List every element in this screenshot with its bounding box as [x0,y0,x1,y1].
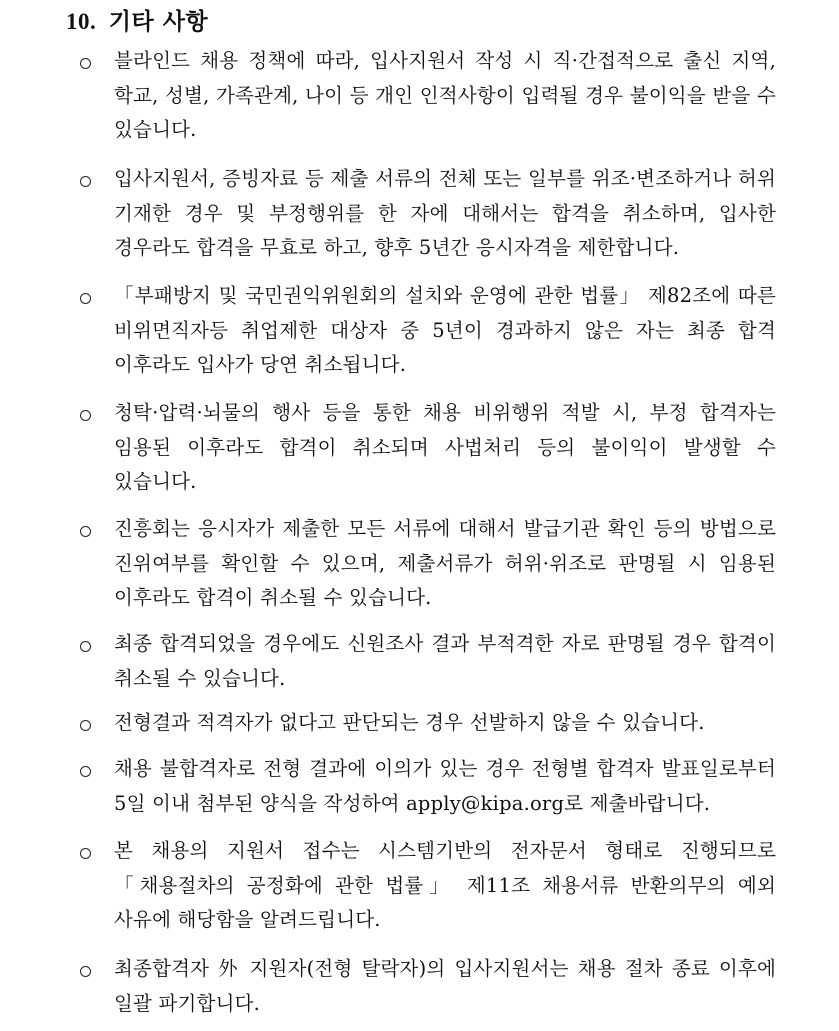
circle-bullet-icon [80,848,91,859]
circle-bullet-icon [80,641,91,652]
list-item-text: 최종 합격되었을 경우에도 신원조사 결과 부적격한 자로 판명될 경우 합격이 취소될 수 있습니다. [114,632,776,690]
section-number: 10. [66,9,97,34]
circle-bullet-icon [80,58,91,69]
circle-bullet-icon [80,526,91,537]
list-item-text: 최종합격자 外 지원자(전형 탈락자)의 입사지원서는 채용 절차 종료 이후에 일괄 파기합니다. [114,957,776,1015]
list-item-text: 입사지원서, 증빙자료 등 제출 서류의 전체 또는 일부를 위조·변조하거나 허위 기재한 경우 및 부정행위를 한 자에 대해서는 합격을 취소하며, 입사한 경우라도 합격을 무효로 하고, 향후 5년간 응시자격을 제한합니다. [114,167,776,259]
circle-bullet-icon [80,176,91,187]
circle-bullet-icon [80,720,91,731]
list-item-text: 「부패방지 및 국민권익위원회의 설치와 운영에 관한 법률」 제82조에 따른 비위면직자등 취업제한 대상자 중 5년이 경과하지 않은 자는 최종 합격 이후라도 입사가 당연 취소됩니다. [114,284,776,376]
circle-bullet-icon [80,410,91,421]
list-item-text: 진흥회는 응시자가 제출한 모든 서류에 대해서 발급기관 확인 등의 방법으로 진위여부를 확인할 수 있으며, 제출서류가 허위·위조로 판명될 시 임용된 이후라도 합격이 취소될 수 있습니다. [114,517,776,609]
circle-bullet-icon [80,293,91,304]
section-heading [66,6,208,38]
list-item-text: 청탁·압력·뇌물의 행사 등을 통한 채용 비위행위 적발 시, 부정 합격자는 임용된 이후라도 합격이 취소되며 사법처리 등의 불이익이 발생할 수 있습니다. [114,401,776,493]
list-item-text: 본 채용의 지원서 접수는 시스템기반의 전자문서 형태로 진행되므로 「채용절차의 공정화에 관한 법률」 제11조 채용서류 반환의무의 예외 사유에 해당함을 알려드립니다. [114,839,776,931]
circle-bullet-icon [80,966,91,977]
list-item-text: 전형결과 적격자가 없다고 판단되는 경우 선발하지 않을 수 있습니다. [114,711,705,734]
list-item-text: 블라인드 채용 정책에 따라, 입사지원서 작성 시 직·간접적으로 출신 지역, 학교, 성별, 가족관계, 나이 등 개인 인적사항이 입력될 경우 불이익을 받을 수 있습니다. [114,49,776,141]
section-title: 기타 사항 [108,8,209,35]
circle-bullet-icon [80,766,91,777]
list-item-text: 채용 불합격자로 전형 결과에 이의가 있는 경우 전형별 합격자 발표일로부터 5일 이내 첨부된 양식을 작성하여 apply@kipa.org로 제출바랍니다. [114,757,776,815]
